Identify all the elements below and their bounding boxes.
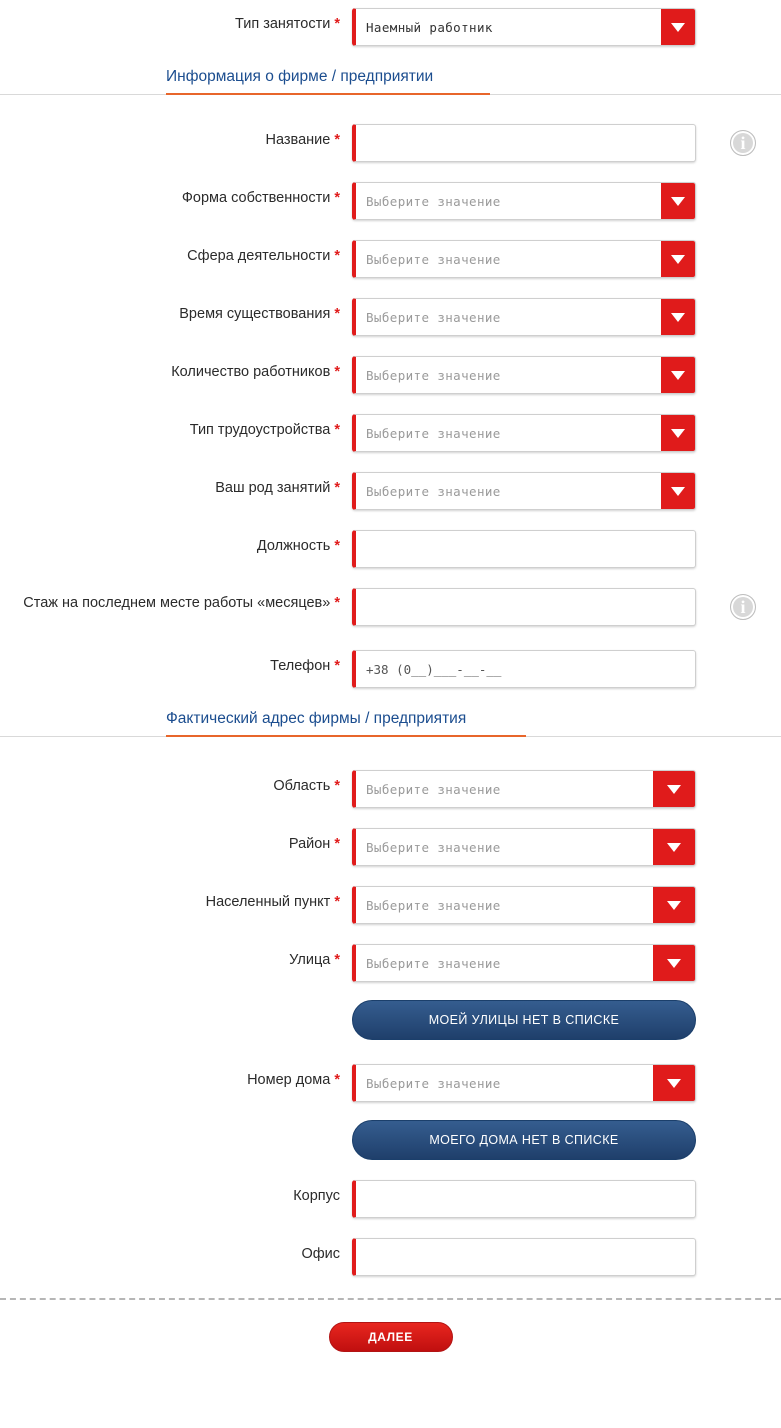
chevron-down-icon[interactable] bbox=[653, 945, 695, 981]
row-no-house-button bbox=[0, 1120, 781, 1160]
required-marker: * bbox=[334, 306, 340, 322]
info-icon[interactable]: i bbox=[730, 130, 756, 156]
label-text: Телефон bbox=[270, 658, 331, 674]
label-text: Количество работников bbox=[171, 364, 331, 380]
field-employee-count bbox=[352, 356, 698, 394]
label-spacer bbox=[0, 1120, 352, 1127]
input-work-experience[interactable] bbox=[352, 588, 696, 626]
label-text: Тип трудоустройства bbox=[189, 422, 331, 438]
field-position bbox=[352, 530, 698, 568]
label-building bbox=[0, 1180, 352, 1205]
select-value: Выберите значение bbox=[366, 309, 501, 325]
next-button[interactable]: ДАЛЕЕ bbox=[329, 1322, 453, 1352]
label-text: Время существования bbox=[179, 306, 331, 322]
field-row-ownership-form bbox=[0, 182, 781, 220]
select-value: Наемный работник bbox=[366, 19, 493, 35]
select-value: Выберите значение bbox=[366, 483, 501, 499]
field-office bbox=[352, 1238, 698, 1276]
section-underline bbox=[166, 735, 526, 737]
field-region bbox=[352, 770, 698, 808]
label-text: Должность bbox=[256, 538, 331, 554]
field-row-region bbox=[0, 770, 781, 808]
label-text: Тип занятости bbox=[235, 16, 331, 32]
select-region[interactable] bbox=[352, 770, 696, 808]
label-employment-kind bbox=[0, 414, 352, 439]
field-row-building bbox=[0, 1180, 781, 1218]
label-spacer bbox=[0, 1000, 352, 1007]
field-row-occupation bbox=[0, 472, 781, 510]
select-value: Выберите значение bbox=[366, 1075, 501, 1091]
input-position[interactable] bbox=[352, 530, 696, 568]
required-marker: * bbox=[334, 248, 340, 264]
required-marker: * bbox=[334, 538, 340, 554]
field-existence-time bbox=[352, 298, 698, 336]
chevron-down-icon[interactable] bbox=[661, 357, 695, 393]
field-row-work-experience bbox=[0, 588, 781, 626]
field-ownership-form bbox=[352, 182, 698, 220]
field-row-company-name bbox=[0, 124, 781, 162]
field-company-name bbox=[352, 124, 746, 162]
no-street-button[interactable]: МОЕЙ УЛИЦЫ НЕТ В СПИСКЕ bbox=[352, 1000, 696, 1040]
label-district bbox=[0, 828, 352, 853]
label-text: Сфера деятельности bbox=[187, 248, 331, 264]
field-row-office bbox=[0, 1238, 781, 1276]
field-street bbox=[352, 944, 698, 982]
chevron-down-icon[interactable] bbox=[661, 473, 695, 509]
label-company-name bbox=[0, 124, 352, 149]
select-value: Выберите значение bbox=[366, 251, 501, 267]
select-locality[interactable] bbox=[352, 886, 696, 924]
required-marker: * bbox=[334, 836, 340, 852]
select-district[interactable] bbox=[352, 828, 696, 866]
required-marker: * bbox=[334, 658, 340, 674]
field-row-house-number bbox=[0, 1064, 781, 1102]
field-work-experience bbox=[352, 588, 746, 626]
label-house-number bbox=[0, 1064, 352, 1089]
field-row-activity-area bbox=[0, 240, 781, 278]
label-work-experience bbox=[0, 588, 352, 612]
label-activity-area bbox=[0, 240, 352, 265]
label-employee-count bbox=[0, 356, 352, 381]
select-value: Выберите значение bbox=[366, 897, 501, 913]
section-company-info bbox=[0, 64, 781, 104]
section-actual-address bbox=[0, 706, 781, 746]
label-text: Форма собственности bbox=[181, 190, 331, 206]
label-text: Корпус bbox=[293, 1188, 340, 1204]
chevron-down-icon[interactable] bbox=[653, 771, 695, 807]
required-marker: * bbox=[334, 132, 340, 148]
no-house-button[interactable]: МОЕГО ДОМА НЕТ В СПИСКЕ bbox=[352, 1120, 696, 1160]
field-no-street-button bbox=[352, 1000, 698, 1040]
label-text: Номер дома bbox=[247, 1072, 331, 1088]
select-existence-time[interactable] bbox=[352, 298, 696, 336]
label-street bbox=[0, 944, 352, 969]
field-row-employment-type bbox=[0, 8, 781, 46]
select-ownership-form[interactable] bbox=[352, 182, 696, 220]
chevron-down-icon[interactable] bbox=[661, 241, 695, 277]
section-title-company: Информация о фирме / предприятии bbox=[166, 68, 443, 86]
next-button-container bbox=[0, 1300, 781, 1352]
required-marker: * bbox=[334, 16, 340, 32]
required-marker: * bbox=[334, 894, 340, 910]
required-marker: * bbox=[334, 778, 340, 794]
select-value: Выберите значение bbox=[366, 955, 501, 971]
select-occupation[interactable] bbox=[352, 472, 696, 510]
row-no-street-button bbox=[0, 1000, 781, 1040]
select-value: Выберите значение bbox=[366, 839, 501, 855]
field-occupation bbox=[352, 472, 698, 510]
label-text: Офис bbox=[301, 1246, 340, 1262]
field-row-locality bbox=[0, 886, 781, 924]
chevron-down-icon[interactable] bbox=[653, 1065, 695, 1101]
select-employee-count[interactable] bbox=[352, 356, 696, 394]
required-marker: * bbox=[334, 422, 340, 438]
field-row-employment-kind bbox=[0, 414, 781, 452]
field-activity-area bbox=[352, 240, 698, 278]
field-row-position bbox=[0, 530, 781, 568]
select-house-number[interactable] bbox=[352, 1064, 696, 1102]
label-position bbox=[0, 530, 352, 555]
input-building[interactable] bbox=[352, 1180, 696, 1218]
chevron-down-icon[interactable] bbox=[661, 183, 695, 219]
select-employment-kind[interactable] bbox=[352, 414, 696, 452]
chevron-down-icon[interactable] bbox=[653, 829, 695, 865]
section-title-address: Фактический адрес фирмы / предприятия bbox=[166, 710, 476, 728]
field-locality bbox=[352, 886, 698, 924]
label-office bbox=[0, 1238, 352, 1263]
input-office[interactable] bbox=[352, 1238, 696, 1276]
required-marker: * bbox=[334, 595, 340, 611]
label-text: Район bbox=[288, 836, 331, 852]
field-employment-type bbox=[352, 8, 698, 46]
required-marker: * bbox=[334, 480, 340, 496]
field-row-employee-count bbox=[0, 356, 781, 394]
select-employment-type[interactable] bbox=[352, 8, 696, 46]
chevron-down-icon[interactable] bbox=[661, 9, 695, 45]
label-text: Населенный пункт bbox=[205, 894, 331, 910]
label-region bbox=[0, 770, 352, 795]
field-no-house-button bbox=[352, 1120, 698, 1160]
field-employment-kind bbox=[352, 414, 698, 452]
select-activity-area[interactable] bbox=[352, 240, 696, 278]
required-marker: * bbox=[334, 364, 340, 380]
required-marker: * bbox=[334, 1072, 340, 1088]
select-value: Выберите значение bbox=[366, 425, 501, 441]
input-company-name[interactable] bbox=[352, 124, 696, 162]
field-building bbox=[352, 1180, 698, 1218]
field-row-phone bbox=[0, 650, 781, 688]
field-phone bbox=[352, 650, 698, 688]
chevron-down-icon[interactable] bbox=[661, 415, 695, 451]
required-marker: * bbox=[334, 952, 340, 968]
select-street[interactable] bbox=[352, 944, 696, 982]
label-text: Область bbox=[273, 778, 331, 794]
label-employment-type bbox=[0, 8, 352, 33]
select-value: Выберите значение bbox=[366, 193, 501, 209]
label-existence-time bbox=[0, 298, 352, 323]
field-house-number bbox=[352, 1064, 698, 1102]
info-icon[interactable]: i bbox=[730, 594, 756, 620]
label-text: Стаж на последнем месте работы «месяцев» bbox=[23, 595, 331, 611]
select-value: Выберите значение bbox=[366, 781, 501, 797]
label-text: Ваш род занятий bbox=[215, 480, 331, 496]
label-phone bbox=[0, 650, 352, 675]
label-locality bbox=[0, 886, 352, 911]
required-marker: * bbox=[334, 190, 340, 206]
chevron-down-icon[interactable] bbox=[661, 299, 695, 335]
section-underline bbox=[166, 93, 490, 95]
select-value: Выберите значение bbox=[366, 367, 501, 383]
label-occupation bbox=[0, 472, 352, 497]
field-row-street bbox=[0, 944, 781, 982]
field-row-district bbox=[0, 828, 781, 866]
field-row-existence-time bbox=[0, 298, 781, 336]
label-text: Название bbox=[265, 132, 331, 148]
field-district bbox=[352, 828, 698, 866]
chevron-down-icon[interactable] bbox=[653, 887, 695, 923]
input-phone[interactable] bbox=[352, 650, 696, 688]
label-ownership-form bbox=[0, 182, 352, 207]
label-text: Улица bbox=[289, 952, 331, 968]
